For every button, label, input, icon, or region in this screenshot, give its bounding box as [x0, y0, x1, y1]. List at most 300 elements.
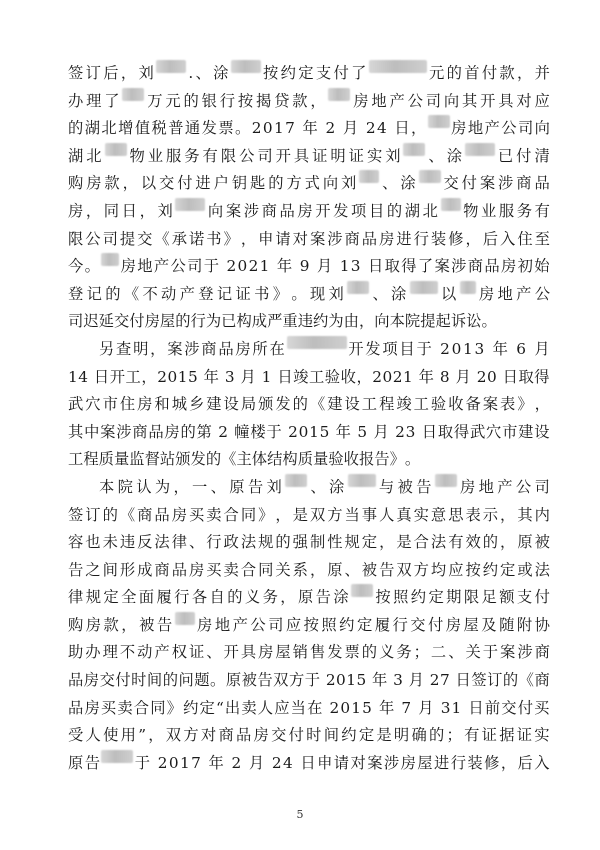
text-char: 告: [257, 671, 273, 690]
text-char: [412, 695, 417, 723]
text-line: [68, 115, 550, 143]
text-char: [296, 115, 301, 143]
text-char: 对: [200, 726, 217, 745]
text-char: 证: [188, 643, 205, 662]
text-char: 2: [251, 119, 262, 138]
text-char: 一: [192, 477, 208, 496]
text-char: 性: [327, 533, 343, 552]
text-char: 了: [351, 64, 367, 82]
text-char: 。: [84, 257, 100, 276]
text-char: 值: [134, 119, 151, 138]
text-char: 物: [129, 146, 145, 165]
text-char: 制: [309, 533, 326, 552]
text-char: 房: [353, 91, 369, 110]
text-line: [68, 612, 550, 640]
text-char: ，: [356, 367, 372, 386]
text-char: 有: [448, 533, 464, 552]
text-char: 穴: [486, 422, 502, 441]
text-line: [68, 253, 550, 281]
text-char: 屋: [417, 753, 433, 772]
text-char: 另: [99, 339, 115, 358]
text-char: 其: [462, 91, 478, 110]
redacted-name: [465, 143, 495, 156]
text-char: 收: [343, 450, 359, 469]
text-char: 院: [117, 477, 133, 496]
text-char: [256, 364, 261, 392]
text-char: 意: [430, 505, 447, 524]
text-char: 刘: [157, 201, 173, 220]
text-char: 收: [448, 395, 464, 414]
text-char: 司: [257, 146, 273, 165]
text-char: 院: [404, 312, 421, 331]
text-char: 入: [534, 753, 550, 772]
text-char: 首: [464, 64, 480, 82]
text-char: 卖: [117, 698, 133, 717]
text-char: 涉: [451, 257, 467, 276]
text-char: 目: [399, 339, 415, 358]
text-char: 工: [413, 395, 429, 414]
text-char: 量: [113, 450, 130, 469]
text-char: 房: [235, 339, 251, 358]
text-char: 工: [308, 367, 325, 386]
text-char: 业: [147, 146, 164, 165]
text-char: 行: [206, 533, 222, 552]
text-char: 成: [137, 560, 153, 579]
text-char: 商: [467, 257, 484, 276]
text-char: 1: [309, 422, 319, 441]
text-char: 协: [534, 615, 550, 634]
text-char: 目: [368, 201, 385, 220]
text-char: 月: [373, 422, 389, 441]
text-char: 0: [298, 422, 309, 441]
text-char: 、: [210, 477, 226, 496]
text-char: 进: [396, 229, 412, 248]
text-char: 定: [358, 726, 375, 745]
text-char: 《: [123, 284, 140, 303]
text-char: 颁: [258, 395, 274, 414]
text-char: 2: [271, 753, 282, 772]
text-char: 与: [378, 477, 395, 496]
text-char: 约: [482, 560, 499, 579]
text-char: 住: [517, 229, 533, 248]
text-char: 约: [183, 698, 199, 717]
text-char: 7: [440, 671, 450, 690]
text-char: 确: [411, 726, 427, 745]
text-char: 日: [368, 257, 384, 276]
text-char: ，: [358, 312, 375, 331]
text-char: 权: [171, 643, 187, 662]
text-char: 表: [465, 505, 481, 524]
text-char: 形: [119, 560, 136, 579]
text-char: 0: [487, 367, 497, 386]
text-char: 的: [292, 395, 308, 414]
text-char: 开: [109, 367, 126, 386]
text-char: 违: [119, 533, 136, 552]
redacted-name: [419, 170, 441, 183]
text-char: 房: [188, 560, 205, 579]
redacted-name: [175, 612, 195, 625]
text-char: ，: [534, 395, 550, 414]
text-char: 竣: [396, 395, 412, 414]
text-char: 2: [248, 257, 259, 276]
text-char: 间: [146, 671, 163, 690]
text-char: 于: [416, 339, 432, 358]
text-char: 匙: [250, 174, 266, 193]
text-char: 7: [401, 698, 412, 717]
text-char: 涉: [383, 753, 400, 772]
text-char: 均: [430, 560, 447, 579]
text-char: 年: [335, 422, 351, 441]
text-char: 日: [468, 698, 484, 717]
text-char: 2: [372, 367, 383, 386]
text-char: 理: [86, 91, 102, 110]
text-char: 按: [375, 588, 391, 607]
text-char: 记: [216, 284, 233, 303]
text-line: [68, 750, 550, 778]
text-char: 交: [271, 726, 287, 745]
text-char: 《: [119, 505, 136, 524]
text-char: 品: [534, 174, 550, 193]
text-char: 随: [499, 615, 515, 634]
redacted-name: [359, 170, 379, 183]
text-char: [213, 419, 218, 447]
text-char: 得: [534, 367, 550, 386]
text-char: 月: [316, 257, 333, 276]
text-char: 购: [68, 615, 84, 634]
text-char: 不: [119, 643, 136, 662]
text-char: 增: [118, 119, 134, 138]
text-char: 房: [120, 257, 136, 276]
text-char: 月: [248, 753, 265, 772]
text-char: 交: [159, 174, 175, 193]
text-char: 及: [481, 615, 497, 634]
text-char: 司: [102, 229, 118, 248]
text-char: 订: [85, 505, 101, 524]
text-char: 人: [379, 505, 395, 524]
text-char: 照: [393, 588, 409, 607]
text-char: 实: [534, 726, 550, 745]
text-char: 已: [497, 146, 514, 165]
text-line: [68, 60, 550, 88]
text-char: 期: [446, 588, 462, 607]
text-char: 重: [282, 312, 298, 331]
redacted-name: [101, 253, 119, 266]
text-char: 违: [297, 312, 313, 331]
redacted-name: [347, 281, 369, 294]
text-char: [510, 336, 515, 364]
text-char: 项: [382, 339, 398, 358]
text-char: 有: [202, 146, 218, 165]
text-char: 定: [428, 588, 444, 607]
text-char: 现: [309, 284, 326, 303]
text-char: 前: [484, 698, 501, 717]
text-char: ，: [148, 726, 164, 745]
text-char: 务: [262, 588, 278, 607]
text-char: 2: [392, 367, 403, 386]
text-char: 房: [83, 671, 100, 690]
text-char: 向: [443, 91, 460, 110]
text-char: 2: [231, 753, 242, 772]
text-char: 房: [68, 201, 84, 220]
text-char: 房: [400, 753, 416, 772]
text-char: 修: [484, 753, 500, 772]
text-char: 买: [100, 698, 117, 717]
text-char: 商: [516, 174, 532, 193]
text-char: 司: [68, 312, 84, 331]
text-char: 事: [361, 505, 378, 524]
text-char: [395, 695, 400, 723]
text-char: 涂: [400, 174, 416, 193]
text-char: 合: [413, 533, 429, 552]
text-line: [68, 667, 550, 695]
text-char: 。: [291, 284, 307, 303]
text-char: 后: [103, 64, 119, 82]
text-char: [198, 364, 203, 392]
text-char: 7: [191, 753, 201, 772]
text-char: ，: [120, 64, 137, 82]
text-char: 验: [430, 395, 447, 414]
text-char: 实: [366, 146, 383, 165]
text-char: [433, 336, 438, 364]
text-line: [68, 281, 550, 309]
text-char: 表: [500, 395, 516, 414]
text-char: 产: [232, 615, 248, 634]
text-char: 建: [206, 395, 222, 414]
document-body: [68, 60, 550, 777]
text-char: 行: [413, 229, 429, 248]
text-char: 4: [78, 367, 88, 386]
text-char: ，: [240, 229, 257, 248]
text-char: 告: [247, 477, 264, 496]
text-char: 报: [358, 450, 375, 469]
text-char: 得: [453, 422, 470, 441]
text-char: 发: [275, 395, 291, 414]
text-char: 全: [121, 588, 137, 607]
redacted-name: [410, 281, 438, 294]
text-char: 公: [515, 477, 532, 496]
text-char: 地: [214, 615, 231, 634]
text-char: 票: [218, 119, 234, 138]
text-line: [68, 308, 550, 336]
text-char: 关: [465, 643, 481, 662]
text-char: 付: [428, 615, 444, 634]
text-char: 中: [84, 422, 100, 441]
text-char: 验: [324, 367, 341, 386]
text-char: 工: [361, 395, 378, 414]
text-char: 有: [464, 726, 480, 745]
text-char: 《: [518, 671, 534, 690]
text-char: 告: [156, 615, 173, 634]
text-char: 公: [250, 615, 266, 634]
text-char: 其: [517, 505, 533, 524]
text-char: 涉: [116, 422, 132, 441]
text-char: 买: [206, 560, 222, 579]
text-char: 通: [184, 119, 201, 138]
text-char: 房: [501, 257, 517, 276]
text-char: 月: [534, 339, 550, 358]
text-char: 品: [148, 422, 164, 441]
text-char: 产: [154, 643, 170, 662]
text-char: 穴: [85, 395, 101, 414]
text-char: 日: [300, 753, 316, 772]
text-char: ，: [500, 505, 516, 524]
text-char: 书: [254, 284, 270, 303]
text-char: 体: [251, 450, 268, 469]
text-char: 问: [178, 671, 194, 690]
text-char: 万: [147, 91, 163, 110]
text-char: 项: [351, 201, 367, 220]
text-char: 竣: [293, 367, 309, 386]
text-char: 5: [187, 367, 198, 386]
text-char: 法: [534, 560, 550, 579]
text-char: 产: [484, 119, 500, 138]
text-char: 款: [103, 615, 119, 634]
text-char: 2: [476, 367, 487, 386]
text-line: [68, 170, 550, 198]
text-char: 质: [297, 450, 313, 469]
text-char: 告: [84, 753, 101, 772]
text-char: 双: [273, 671, 289, 690]
text-char: [294, 750, 299, 778]
text-char: 付: [517, 698, 534, 717]
text-char: 涂: [329, 477, 345, 496]
text-char: 元: [428, 64, 445, 82]
text-char: 时: [306, 726, 322, 745]
text-char: 、: [188, 533, 205, 552]
redacted-name: [287, 336, 347, 349]
text-char: 的: [175, 312, 191, 331]
text-char: 为: [205, 312, 222, 331]
text-char: 3: [440, 698, 451, 717]
text-char: 公: [534, 284, 550, 303]
text-char: 应: [534, 91, 550, 110]
text-char: 0: [237, 257, 248, 276]
text-char: 的: [162, 671, 178, 690]
text-char: [450, 667, 455, 695]
text-char: 法: [154, 533, 170, 552]
text-char: 》: [166, 698, 182, 717]
text-char: 明: [393, 726, 410, 745]
redacted-name: [460, 281, 476, 294]
text-char: 义: [379, 643, 395, 662]
text-char: 未: [102, 533, 118, 552]
text-char: ，: [173, 477, 189, 496]
text-char: 提: [119, 229, 136, 248]
text-char: 房: [445, 615, 462, 634]
text-char: 》: [258, 505, 274, 524]
text-char: 规: [258, 533, 274, 552]
text-char: 日: [455, 671, 471, 690]
text-char: 买: [534, 698, 550, 717]
text-char: 被: [397, 477, 413, 496]
text-char: 2: [226, 257, 237, 276]
text-char: 卖: [241, 698, 257, 717]
text-char: ，: [517, 64, 533, 82]
text-char: 案: [500, 643, 516, 662]
text-char: 案: [225, 201, 242, 220]
text-char: [528, 336, 533, 364]
text-char: 3: [224, 367, 235, 386]
text-char: 按: [465, 560, 481, 579]
text-char: 卖: [223, 560, 239, 579]
text-line: [68, 584, 550, 612]
text-char: 2: [329, 698, 340, 717]
text-char: 证: [235, 284, 251, 303]
text-char: 初: [517, 257, 533, 276]
text-char: 。: [481, 312, 497, 331]
text-char: 付: [129, 312, 145, 331]
text-char: 刘: [328, 284, 344, 303]
text-char: 2: [395, 422, 405, 441]
text-char: 案: [479, 174, 496, 193]
text-char: 交: [113, 312, 130, 331]
text-char: 务: [396, 643, 412, 662]
text-char: 3: [474, 339, 485, 358]
text-char: 请: [333, 753, 350, 772]
text-char: 品: [171, 560, 187, 579]
text-char: 房: [144, 312, 160, 331]
text-char: [435, 364, 440, 392]
text-char: 刘: [266, 477, 282, 496]
text-char: 效: [465, 533, 481, 552]
text-char: 款: [292, 91, 308, 110]
text-char: 是: [376, 726, 392, 745]
text-char: 产: [389, 91, 405, 110]
text-char: 用: [120, 726, 136, 745]
text-char: 北: [101, 119, 117, 138]
text-char: [271, 253, 276, 281]
text-char: 公: [239, 146, 255, 165]
text-char: 备: [465, 395, 481, 414]
text-char: 定: [500, 560, 516, 579]
text-char: 建: [518, 422, 534, 441]
text-char: 对: [350, 753, 366, 772]
text-char: 、: [206, 643, 222, 662]
text-char: [243, 750, 248, 778]
text-char: 法: [430, 533, 447, 552]
text-char: 告: [68, 560, 84, 579]
text-line: [68, 88, 550, 116]
text-char: 乡: [188, 395, 205, 414]
text-char: 是: [292, 505, 308, 524]
text-char: 揭: [255, 91, 272, 110]
text-char: 年: [492, 339, 508, 358]
text-char: 双: [165, 726, 182, 745]
text-char: 服: [498, 201, 515, 220]
text-char: 人: [85, 726, 101, 745]
text-char: 设: [344, 395, 360, 414]
text-char: 0: [262, 119, 273, 138]
text-char: 原: [229, 477, 245, 496]
text-char: 付: [288, 726, 304, 745]
text-char: 应: [274, 698, 290, 717]
text-char: 于: [134, 753, 151, 772]
text-char: 至: [534, 229, 550, 248]
text-char: 履: [374, 615, 391, 634]
text-char: 的: [68, 119, 84, 138]
text-char: 《: [154, 229, 170, 248]
text-char: 应: [285, 615, 302, 634]
text-char: 房: [197, 615, 213, 634]
text-char: 2: [218, 422, 228, 441]
text-char: ，: [411, 119, 427, 138]
text-line: [68, 639, 550, 667]
text-char: 规: [344, 533, 360, 552]
text-char: [362, 253, 367, 281]
text-char: 工: [68, 450, 84, 469]
text-char: 后: [517, 753, 533, 772]
text-char: 商: [218, 726, 234, 745]
